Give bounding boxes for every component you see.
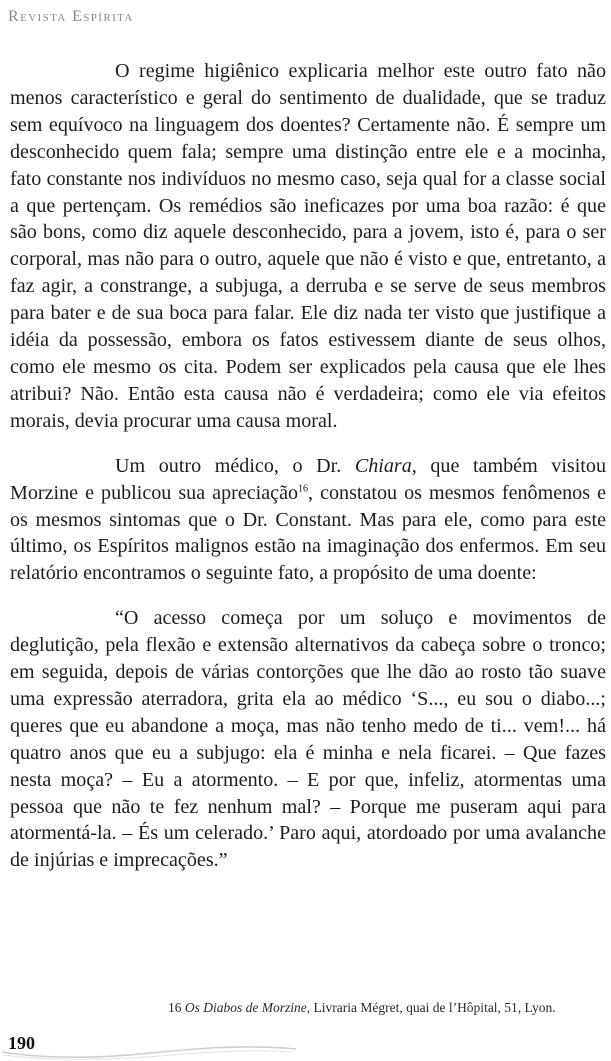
paragraph-1: O regime higiênico explicaria melhor este outro fato não menos característico e geral do sentimento de dualidade, que se traduz sem equívoco na linguagem dos doentes? Certamente não. É sempre um desconhecido quem fala; sempre uma distinção entre ele e a mocinha, fato constante nos indivíduos no mesmo caso, seja qual for a classe social a que pertençam. Os remédios são ineficazes por uma boa razão: é que são bons, como diz aquele desconhecido, para a jovem, isto é, para o ser corporal, mas não para o outro, aquele que não é visto e que, entretanto, a faz agir, a constrange, a subjuga, a derruba e se serve de seus membros para bater e de sua boca para falar. Ele diz nada ter visto que justifique a idéia da possessão, embora os fatos estivessem diante de seus olhos, como ele mesmo os cita. Podem ser explicados pela causa que ele lhes atribui? Não. Então esta causa não é verdadeira; como ele via efeitos morais, devia procurar uma causa moral. [10,60,606,432]
page-number: 190 [8,1033,35,1053]
footnote [168,1000,556,1016]
decorative-swash-icon [0,1028,300,1061]
paragraph-2-text-start: Um outro médico, o Dr. [115,454,355,477]
paragraph-2-text-middle: , que também visitou Morzine e publicou sua apreciação [10,454,606,504]
footnote-number: 16 [168,1000,182,1015]
doctor-name: Chiara [354,454,412,477]
paragraph-3-quotation: “O acesso começa por um soluço e movimentos de deglutição, pela flexão e extensão alternativos da cabeça sobre o tronco; em seguida, depois de várias contorções que lhe dão ao rosto tão suave uma expressão aterradora, grita ela ao médico ‘S..., eu sou o diabo...; queres que eu abandone a moça, mas não tenho medo de ti... vem!... há quatro anos que eu a subjugo: ela é minha e nela ficarei. – Que fazes nesta moça? – Eu a atormento. – E por que, infeliz, atormentas uma pessoa que não te fez nenhum mal? – Porque me puseram aqui para atormentá-la. – És um celerado.’ Paro aqui, atordoado por uma avalanche de injúrias e imprecações.” [10,607,606,872]
footnote-title: Os Diabos de Morzine [184,1000,307,1015]
body-text [10,58,606,874]
footnote-reference[interactable]: 16 [298,482,309,494]
paragraph-2 [10,453,606,588]
paragraph-2-text-end: , constatou os mesmos fenômenos e os mesmos sintomas que o Dr. Constant. Mas para ele, como para este último, os Espíritos malignos estão na imaginação dos enfermos. Em seu relatório encontramos o seguinte fato, a propósito de uma doente: [10,481,606,585]
running-header: Revista Espírita [8,8,134,25]
footnote-details: , Livraria Mégret, quai de l’Hôpital, 51, Lyon. [306,1000,556,1015]
